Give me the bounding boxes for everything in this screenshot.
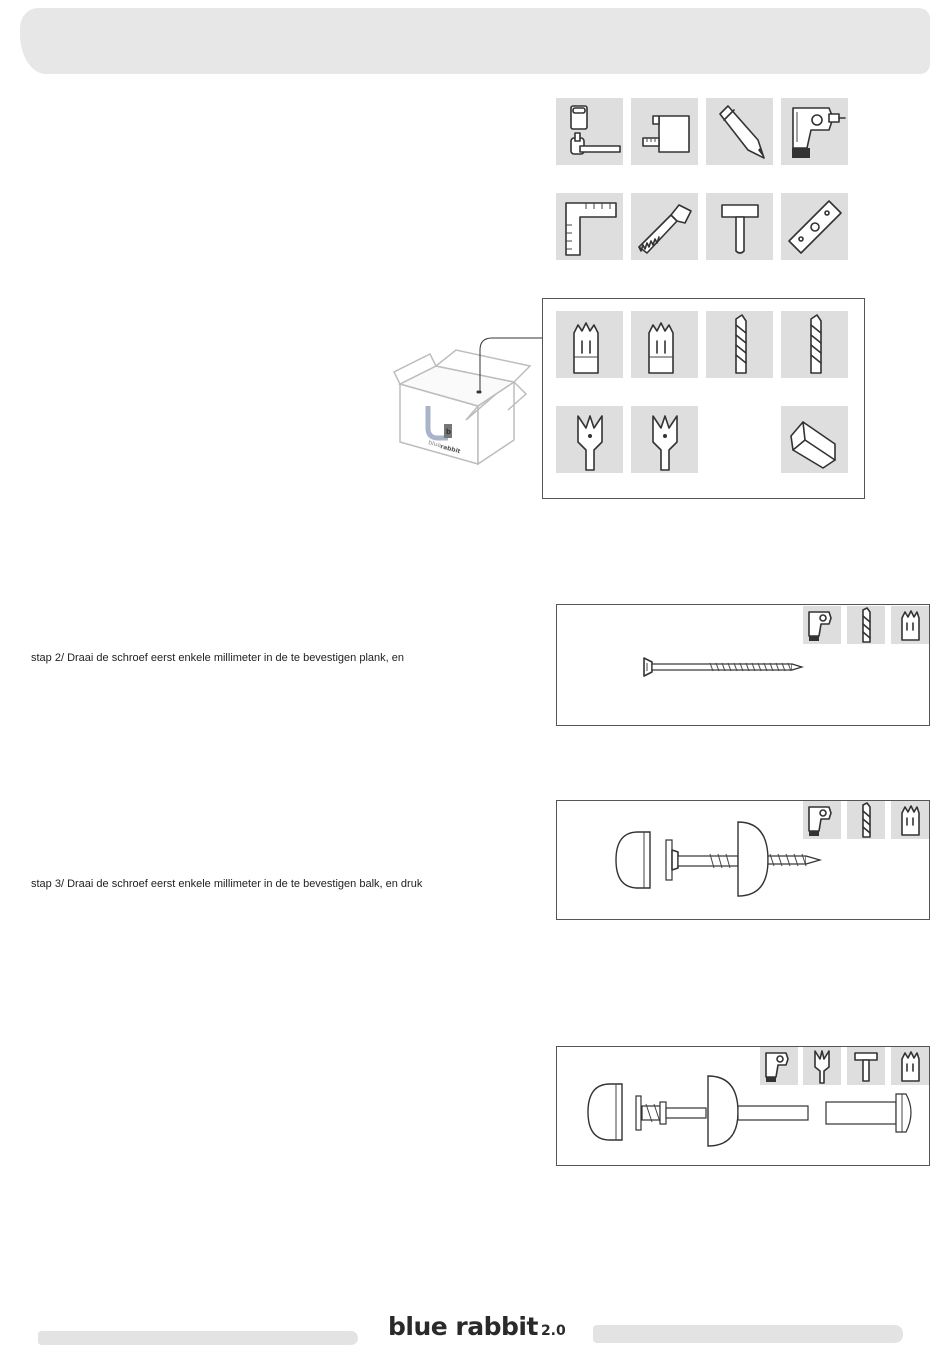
torx-bit-icon (556, 311, 623, 378)
torx-bit-icon (891, 606, 929, 644)
torx-bit-icon (891, 801, 929, 839)
spade-bit-icon (631, 406, 698, 473)
drill-bit-icon (847, 801, 885, 839)
spirit-level-icon (781, 193, 848, 260)
drill-bit-icon (781, 311, 848, 378)
brand-version: 2.0 (540, 1323, 566, 1339)
try-square-icon (556, 193, 623, 260)
step-3-text: stap 3/ Draai de schroef eerst enkele millimeter in de te bevestigen balk, en druk (31, 878, 423, 890)
footer-bar-right (593, 1325, 903, 1343)
tape-measure-icon (631, 98, 698, 165)
brand-logo (388, 1312, 566, 1341)
power-drill-icon (803, 606, 841, 644)
footer-bar-left (38, 1331, 358, 1345)
hex-key-icon (781, 406, 848, 473)
screw-with-cap-illustration (610, 820, 830, 900)
spade-bit-icon (556, 406, 623, 473)
torx-bit-icon (631, 311, 698, 378)
brand-name: blue rabbit (388, 1312, 538, 1341)
box-brand-mark: b (446, 428, 452, 436)
power-drill-icon (781, 98, 848, 165)
box-brand-line2: rabbit (439, 443, 462, 456)
pencil-icon (706, 98, 773, 165)
socket-wrench-icon (556, 98, 623, 165)
bolt-assembly-illustration (580, 1076, 920, 1146)
hammer-icon (706, 193, 773, 260)
step-2-text: stap 2/ Draai de schroef eerst enkele millimeter in de te bevestigen plank, en (31, 652, 404, 664)
drill-bit-icon (706, 311, 773, 378)
drill-bit-icon (847, 606, 885, 644)
header-bar (20, 8, 930, 74)
hand-saw-icon (631, 193, 698, 260)
box-brand-line1: blue (427, 439, 442, 450)
screw-illustration (630, 650, 810, 684)
